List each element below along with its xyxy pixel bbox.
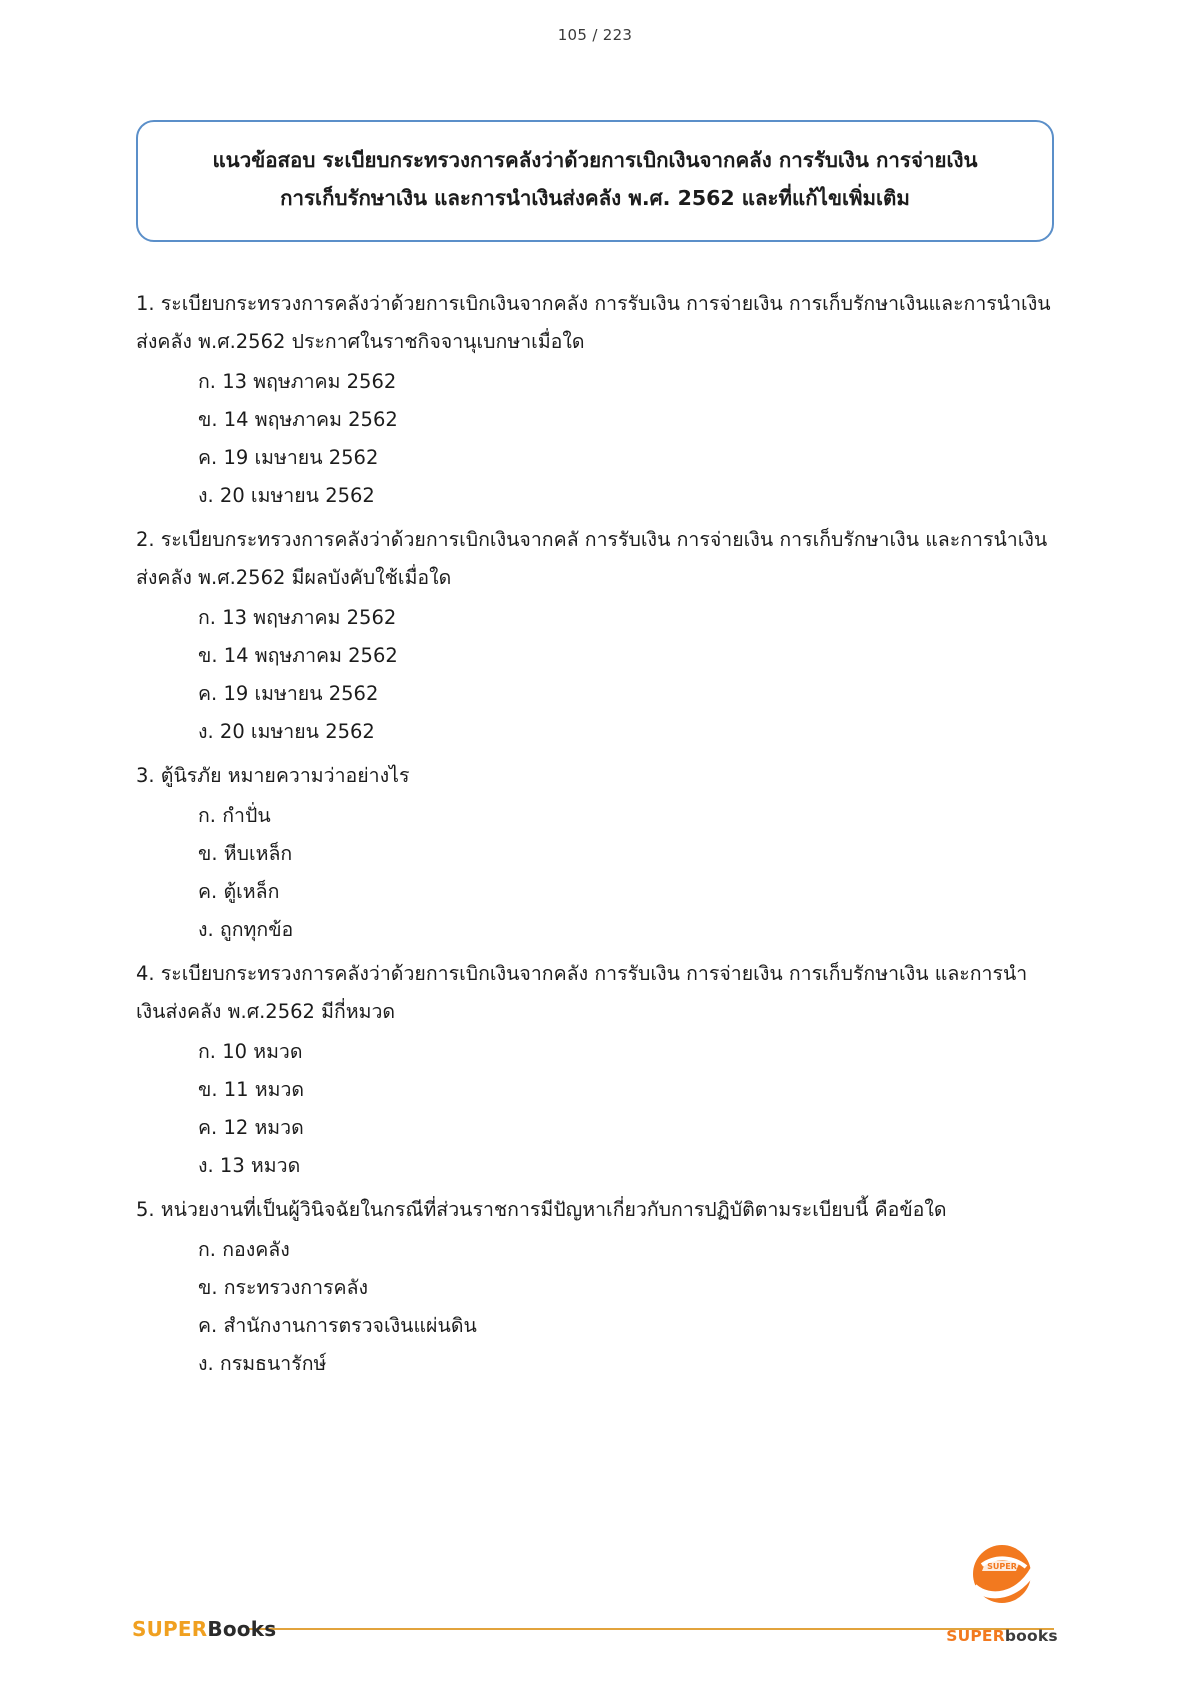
page-indicator: 105 / 223 (557, 26, 633, 44)
footer-divider (248, 1628, 1054, 1630)
exam-title-box (136, 120, 1054, 242)
footer-brand-super: SUPER (132, 1617, 208, 1641)
choice-item[interactable]: ง. กรมธนารักษ์ (198, 1352, 327, 1376)
choice-item[interactable]: ค. 19 เมษายน 2562 (198, 682, 379, 706)
question-block (136, 955, 1056, 1185)
choice-list (136, 363, 1056, 515)
question-list (136, 285, 1056, 1389)
choice-item[interactable]: ค. 12 หมวด (198, 1116, 304, 1140)
choice-item[interactable]: ข. 14 พฤษภาคม 2562 (198, 644, 398, 668)
choice-item[interactable]: ก. กำปั่น (198, 804, 271, 828)
svg-text:SUPER: SUPER (987, 1562, 1017, 1571)
choice-item[interactable]: ง. 13 หมวด (198, 1154, 301, 1178)
question-text: 2. ระเบียบกระทรวงการคลังว่าด้วยการเบิกเงินจากคลั การรับเงิน การจ่ายเงิน การเก็บรักษาเงิน และการนำเงินส่งคลัง พ.ศ.2562 มีผลบังคับใช้เมื่อใด (136, 528, 1048, 590)
choice-item[interactable]: ก. 13 พฤษภาคม 2562 (198, 370, 397, 394)
superbooks-logo (942, 1543, 1062, 1647)
choice-item[interactable]: ง. 20 เมษายน 2562 (198, 484, 375, 508)
question-text: 5. หน่วยงานที่เป็นผู้วินิจฉัยในกรณีที่ส่วนราชการมีปัญหาเกี่ยวกับการปฏิบัติตามระเบียบนี้ คือข้อใด (136, 1198, 947, 1222)
choice-item[interactable]: ง. ถูกทุกข้อ (198, 918, 294, 942)
choice-item[interactable]: ข. หีบเหล็ก (198, 842, 293, 866)
choice-list (136, 1231, 1056, 1383)
question-block (136, 521, 1056, 751)
question-block (136, 285, 1056, 515)
exam-title-line-1: แนวข้อสอบ ระเบียบกระทรวงการคลังว่าด้วยการเบิกเงินจากคลัง การรับเงิน การจ่ายเงิน (212, 148, 978, 172)
logo-text-books: books (1004, 1627, 1058, 1645)
question-text: 3. ตู้นิรภัย หมายความว่าอย่างไร (136, 764, 410, 788)
choice-list (136, 1033, 1056, 1185)
logo-text-super: SUPER (946, 1627, 1005, 1645)
choice-item[interactable]: ข. 14 พฤษภาคม 2562 (198, 408, 398, 432)
question-text: 4. ระเบียบกระทรวงการคลังว่าด้วยการเบิกเงินจากคลัง การรับเงิน การจ่ายเงิน การเก็บรักษาเงิน และการนำเงินส่งคลัง พ.ศ.2562 มีกี่หมวด (136, 962, 1028, 1024)
choice-item[interactable]: ค. 19 เมษายน 2562 (198, 446, 379, 470)
choice-item[interactable]: ข. กระทรวงการคลัง (198, 1276, 369, 1300)
choice-item[interactable]: ค. ตู้เหล็ก (198, 880, 280, 904)
choice-item[interactable]: ค. สำนักงานการตรวจเงินแผ่นดิน (198, 1314, 477, 1338)
page-footer (0, 1523, 1190, 1683)
choice-list (136, 797, 1056, 949)
question-block (136, 1191, 1056, 1383)
footer-brand (132, 1617, 276, 1641)
choice-item[interactable]: ข. 11 หมวด (198, 1078, 305, 1102)
choice-list (136, 599, 1056, 751)
question-block (136, 757, 1056, 949)
choice-item[interactable]: ก. กองคลัง (198, 1238, 290, 1262)
exam-title-line-2: การเก็บรักษาเงิน และการนำเงินส่งคลัง พ.ศ. 2562 และที่แก้ไขเพิ่มเติม (280, 185, 910, 210)
choice-item[interactable]: ก. 13 พฤษภาคม 2562 (198, 606, 397, 630)
footer-brand-books: Books (207, 1617, 277, 1641)
choice-item[interactable]: ง. 20 เมษายน 2562 (198, 720, 375, 744)
superbooks-logo-icon (956, 1543, 1048, 1609)
question-text: 1. ระเบียบกระทรวงการคลังว่าด้วยการเบิกเงินจากคลัง การรับเงิน การจ่ายเงิน การเก็บรักษาเงินและการนำเงินส่งคลัง พ.ศ.2562 ประกาศในราชกิจจานุเบกษาเมื่อใด (136, 292, 1051, 354)
superbooks-logo-text (942, 1627, 1062, 1645)
choice-item[interactable]: ก. 10 หมวด (198, 1040, 303, 1064)
